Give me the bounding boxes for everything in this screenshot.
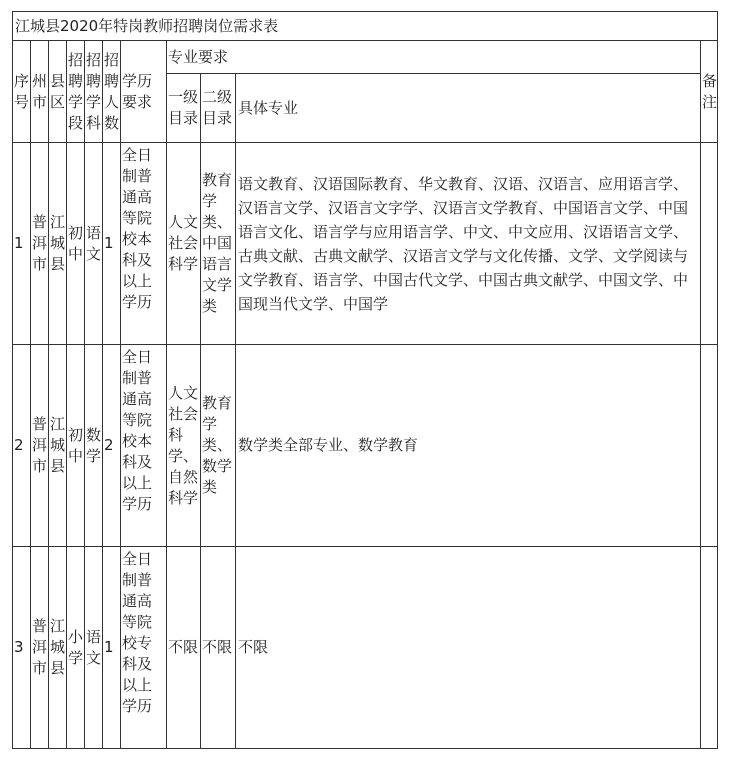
header-subject: 招聘学科 <box>84 40 103 143</box>
header-stage: 招聘学段 <box>66 40 85 143</box>
header-remark: 备注 <box>700 40 718 143</box>
table-row-2-remark <box>700 344 718 547</box>
table-row-2-subject: 数学 <box>84 344 103 547</box>
table-row-2-level1: 人文社会科学、自然科学 <box>166 344 201 547</box>
table-row-1-county: 江城县 <box>48 142 67 345</box>
table-row-2-county: 江城县 <box>48 344 67 547</box>
header-major-requirement: 专业要求 <box>166 40 701 74</box>
table-row-3-count: 1 <box>102 546 121 749</box>
table-row-3-prefecture: 普洱市 <box>30 546 49 749</box>
table-row-2-seq: 2 <box>12 344 31 547</box>
table-row-3-subject: 语文 <box>84 546 103 749</box>
table-row-3-level2: 不限 <box>200 546 236 749</box>
table-title: 江城县2020年特岗教师招聘岗位需求表 <box>12 11 718 41</box>
table-row-3-seq: 3 <box>12 546 31 749</box>
table-row-2-stage: 初中 <box>66 344 85 547</box>
table-row-1-remark <box>700 142 718 345</box>
header-seq: 序号 <box>12 40 31 143</box>
header-prefecture: 州市 <box>30 40 49 143</box>
table-row-3-stage: 小学 <box>66 546 85 749</box>
table-row-2-prefecture: 普洱市 <box>30 344 49 547</box>
header-level2: 二级目录 <box>200 73 236 143</box>
table-row-2-count: 2 <box>102 344 121 547</box>
header-county: 县区 <box>48 40 67 143</box>
table-row-3-specific: 不限 <box>235 546 701 749</box>
header-count: 招聘人数 <box>102 40 121 143</box>
table-row-1-prefecture: 普洱市 <box>30 142 49 345</box>
table-row-1-education: 全日制普通高等院校本科及以上学历 <box>120 142 167 345</box>
table-row-1-seq: 1 <box>12 142 31 345</box>
table-row-2-level2: 教育学类、数学类 <box>200 344 236 547</box>
header-specific: 具体专业 <box>235 73 701 143</box>
table-row-2-education: 全日制普通高等院校本科及以上学历 <box>120 344 167 547</box>
table-row-3-level1: 不限 <box>166 546 201 749</box>
table-row-3-remark <box>700 546 718 749</box>
table-row-1-count: 1 <box>102 142 121 345</box>
table-row-1-level2: 教育学类、中国语言文学类 <box>200 142 236 345</box>
table-row-1-level1: 人文社会科学 <box>166 142 201 345</box>
table-row-3-education: 全日制普通高等院校专科及以上学历 <box>120 546 167 749</box>
header-level1: 一级目录 <box>166 73 201 143</box>
header-education: 学历要求 <box>120 40 167 143</box>
table-row-1-specific: 语文教育、汉语国际教育、华文教育、汉语、汉语言、应用语言学、汉语言文学、汉语言文字学、汉语言文学教育、中国语言文学、中国语言文化、语言学与应用语言学、中文、中文应用、汉语语言文学、古典文献、古典文献学、汉语言文学与文化传播、文学、文学阅读与文学教育、语言学、中国古代文学、中国古典文献学、中国文学、中国现当代文学、中国学 <box>235 142 701 345</box>
table-row-3-county: 江城县 <box>48 546 67 749</box>
table-row-2-specific: 数学类全部专业、数学教育 <box>235 344 701 547</box>
table-row-1-stage: 初中 <box>66 142 85 345</box>
table-row-1-subject: 语文 <box>84 142 103 345</box>
